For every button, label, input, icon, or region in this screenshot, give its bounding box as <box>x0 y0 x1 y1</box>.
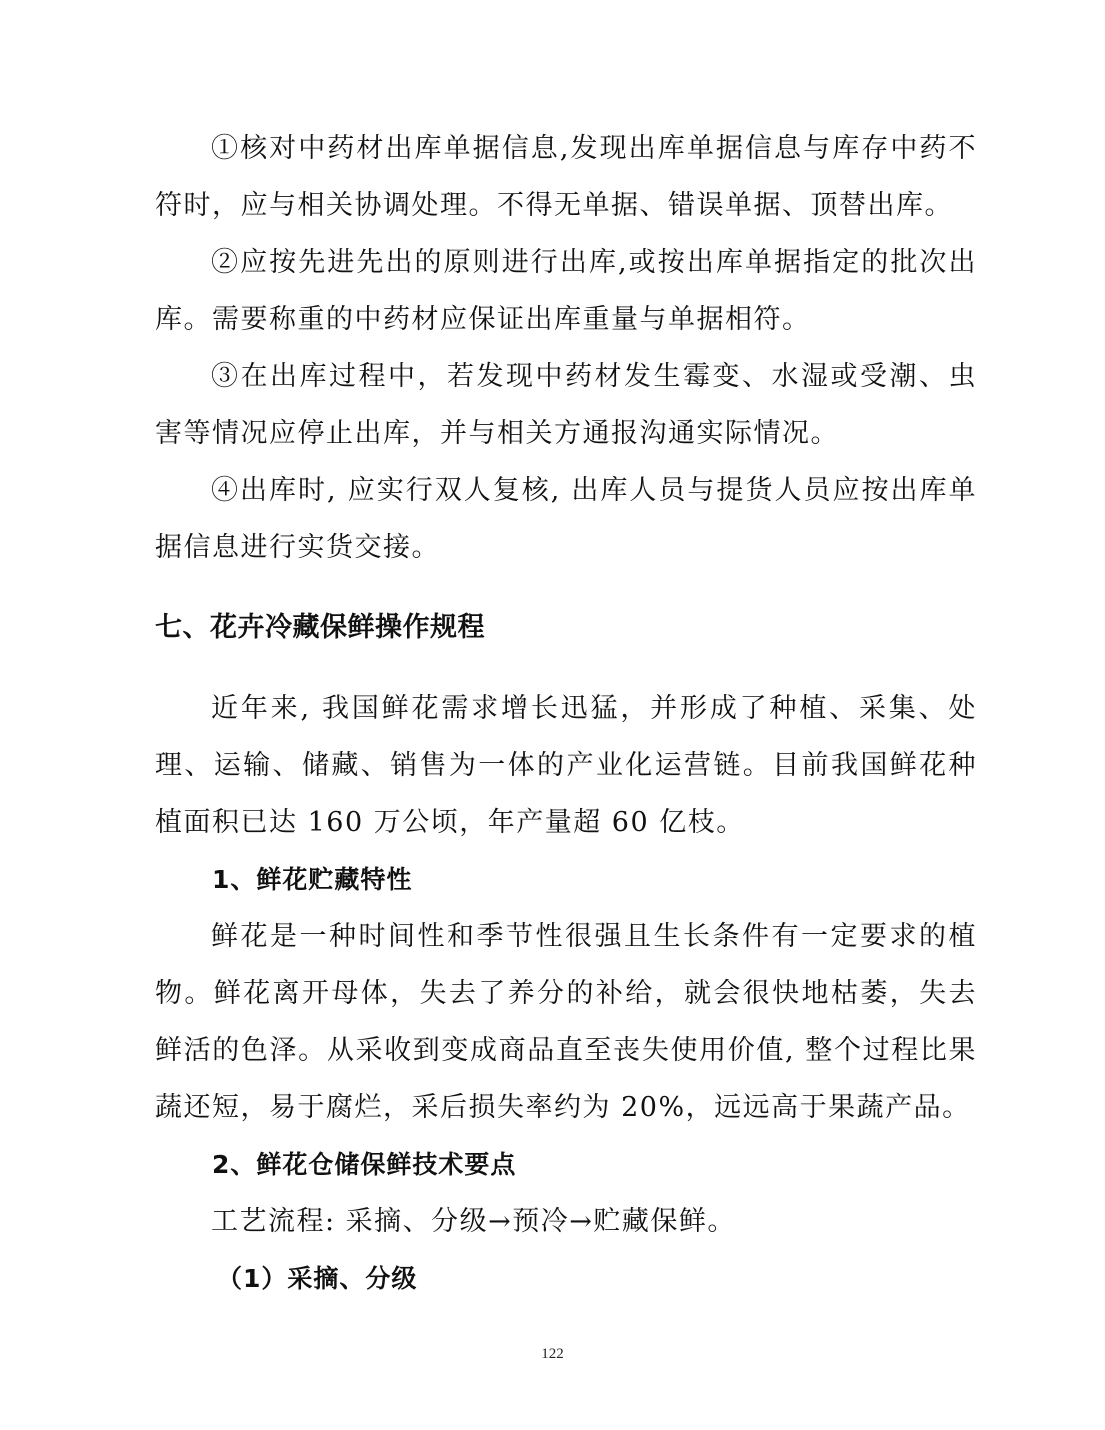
paragraph-item-4: ④出库时, 应实行双人复核, 出库人员与提货人员应按出库单据信息进行实货交接。 <box>155 475 977 563</box>
subsection-2-paragraph: 工艺流程: 采摘、分级→预冷→贮藏保鲜。 <box>211 1206 736 1237</box>
page-number: 122 <box>541 1346 564 1362</box>
subsection-1-paragraph: 鲜花是一种时间性和季节性很强且生长条件有一定要求的植物。鲜花离开母体，失去了养分的补给，就会很快地枯萎，失去鲜活的色泽。从采收到变成商品直至丧失使用价值, 整个过程比果蔬还短，易于腐烂，采后损失率约为 20%，远远高于果蔬产品。 <box>155 921 977 1123</box>
subsection-2-title: 2、鲜花仓储保鲜技术要点 <box>212 1150 517 1179</box>
paragraph-item-3: ③在出库过程中，若发现中药材发生霉变、水湿或受潮、虫害等情况应停止出库，并与相关方通报沟通实际情况。 <box>155 361 977 449</box>
paragraph-item-1: ①核对中药材出库单据信息,发现出库单据信息与库存中药不符时，应与相关协调处理。不得无单据、错误单据、顶替出库。 <box>155 133 977 221</box>
subsection-2-1-title: （1）采摘、分级 <box>217 1264 418 1293</box>
intro-paragraph: 近年来, 我国鲜花需求增长迅猛，并形成了种植、采集、处理、运输、储藏、销售为一体的产业化运营链。目前我国鲜花种植面积已达 160 万公顷，年产量超 60 亿枝。 <box>155 693 977 838</box>
paragraph-item-2: ②应按先进先出的原则进行出库,或按出库单据指定的批次出库。需要称重的中药材应保证出库重量与单据相符。 <box>155 247 977 335</box>
section-title: 七、花卉冷藏保鲜操作规程 <box>155 612 485 643</box>
subsection-1-title: 1、鲜花贮藏特性 <box>212 865 413 894</box>
